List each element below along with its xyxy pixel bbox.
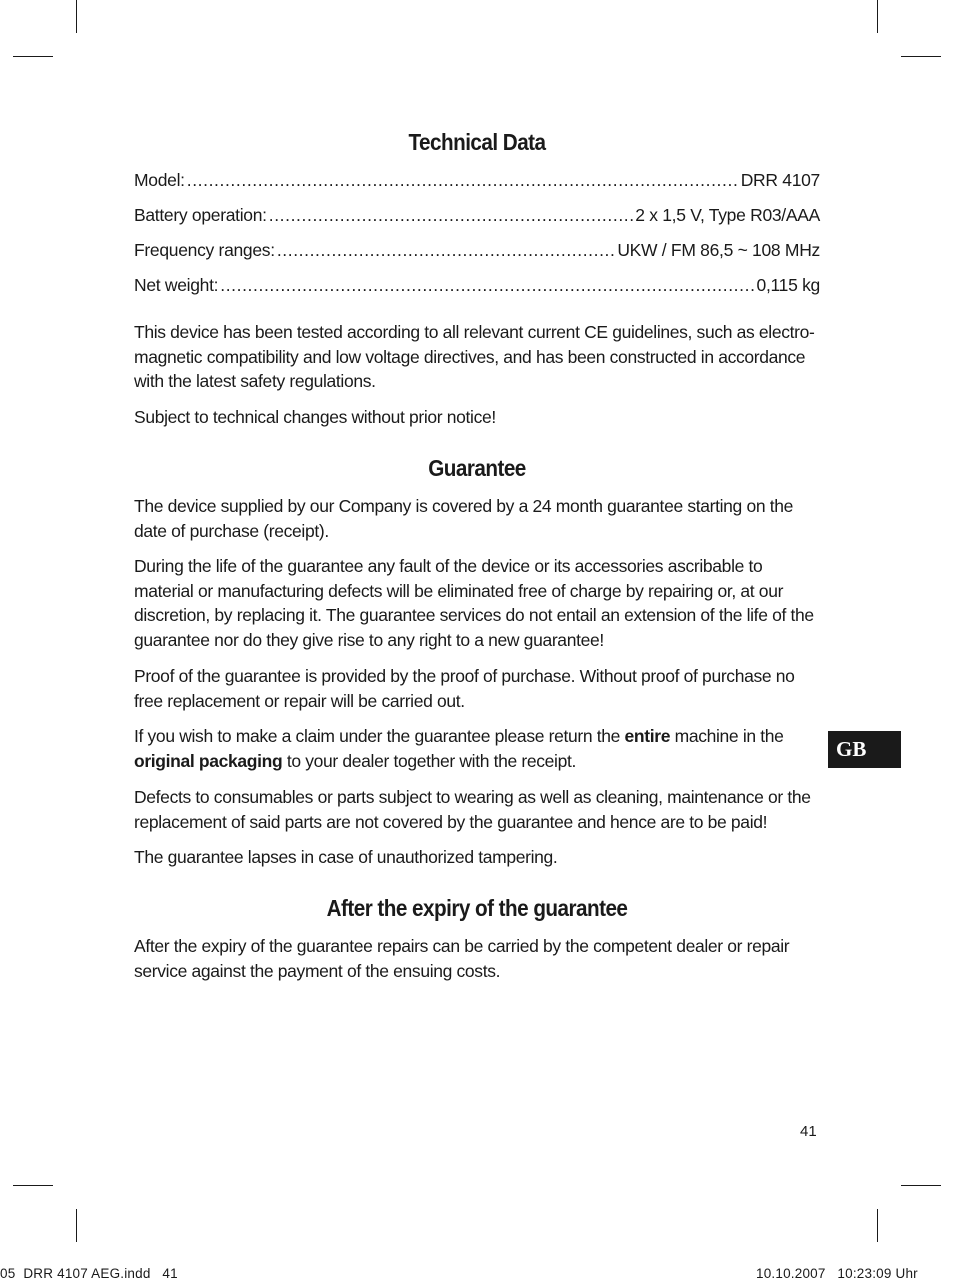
language-tab-gb: GB xyxy=(828,731,901,768)
paragraph-text: If you wish to make a claim under the guarantee please return the xyxy=(134,726,625,746)
spec-value: 0,115 kg xyxy=(756,275,820,295)
after-expiry-heading: After the expiry of the guarantee xyxy=(326,895,628,921)
spec-row-battery xyxy=(134,205,820,226)
guarantee-paragraph-5: Defects to consumables or parts subject to wearing as well as cleaning, maintenance or the replacement of said parts are not covered by the guarantee and hence are to be paid! xyxy=(134,787,811,832)
spec-value: UKW / FM 86,5 ~ 108 MHz xyxy=(617,240,820,260)
leader-dots xyxy=(187,170,739,190)
crop-mark xyxy=(13,56,53,57)
leader-dots xyxy=(269,205,633,225)
leader-dots xyxy=(277,240,615,260)
guarantee-paragraph-4 xyxy=(134,724,794,773)
emphasis-original-packaging: original packaging xyxy=(134,750,283,771)
paragraph-text: machine in the xyxy=(670,726,784,746)
guarantee-paragraph-2: During the life of the guarantee any fault of the device or its accessories ascribable to material or manufacturing defects will be eliminated free of charge by repairing or, at our discretion, by replacing it. The guarantee services do not entail an extension of the life of the guarantee nor do they give rise to any right to a new guarantee! xyxy=(134,556,814,650)
paragraph-text: to your dealer together with the receipt. xyxy=(282,750,576,771)
footer-timestamp: 10.10.2007 10:23:09 Uhr xyxy=(756,1266,918,1281)
technical-data-heading: Technical Data xyxy=(408,129,546,155)
guarantee-heading: Guarantee xyxy=(428,455,526,481)
guarantee-paragraph-6: The guarantee lapses in case of unauthorized tampering. xyxy=(134,847,558,867)
spec-label: Net weight: xyxy=(134,275,219,295)
spec-row-model xyxy=(134,170,820,191)
crop-mark xyxy=(76,1209,77,1242)
spec-value: DRR 4107 xyxy=(740,170,820,190)
guarantee-paragraph-1: The device supplied by our Company is covered by a 24 month guarantee starting on the date of purchase (receipt). xyxy=(134,496,793,541)
spec-row-weight xyxy=(134,275,820,296)
emphasis-entire: entire xyxy=(624,726,671,746)
spec-value: 2 x 1,5 V, Type R03/AAA xyxy=(635,205,820,225)
spec-label: Frequency ranges: xyxy=(134,240,275,260)
crop-mark xyxy=(13,1185,53,1186)
page-number: 41 xyxy=(800,1123,817,1140)
ce-paragraph: This device has been tested according to all relevant current CE guidelines, such as electro-magnetic compatibility and low voltage directives, and has been constructed in accordance with the latest safety regulations. xyxy=(134,322,815,391)
changes-paragraph: Subject to technical changes without prior notice! xyxy=(134,407,496,427)
guarantee-paragraph-3: Proof of the guarantee is provided by the proof of purchase. Without proof of purchase no free replacement or repair will be carried out. xyxy=(134,666,795,711)
footer-file-info: 05 DRR 4107 AEG.indd 41 xyxy=(0,1266,178,1281)
crop-mark xyxy=(76,0,77,33)
spec-row-frequency xyxy=(134,240,820,261)
spec-label: Model: xyxy=(134,170,185,190)
leader-dots xyxy=(220,275,754,295)
after-expiry-paragraph: After the expiry of the guarantee repairs can be carried by the competent dealer or repair service against the payment of the ensuing costs. xyxy=(134,936,790,981)
crop-mark xyxy=(901,1185,941,1186)
crop-mark xyxy=(901,56,941,57)
spec-label: Battery operation: xyxy=(134,205,267,225)
crop-mark xyxy=(877,0,878,33)
crop-mark xyxy=(877,1209,878,1242)
